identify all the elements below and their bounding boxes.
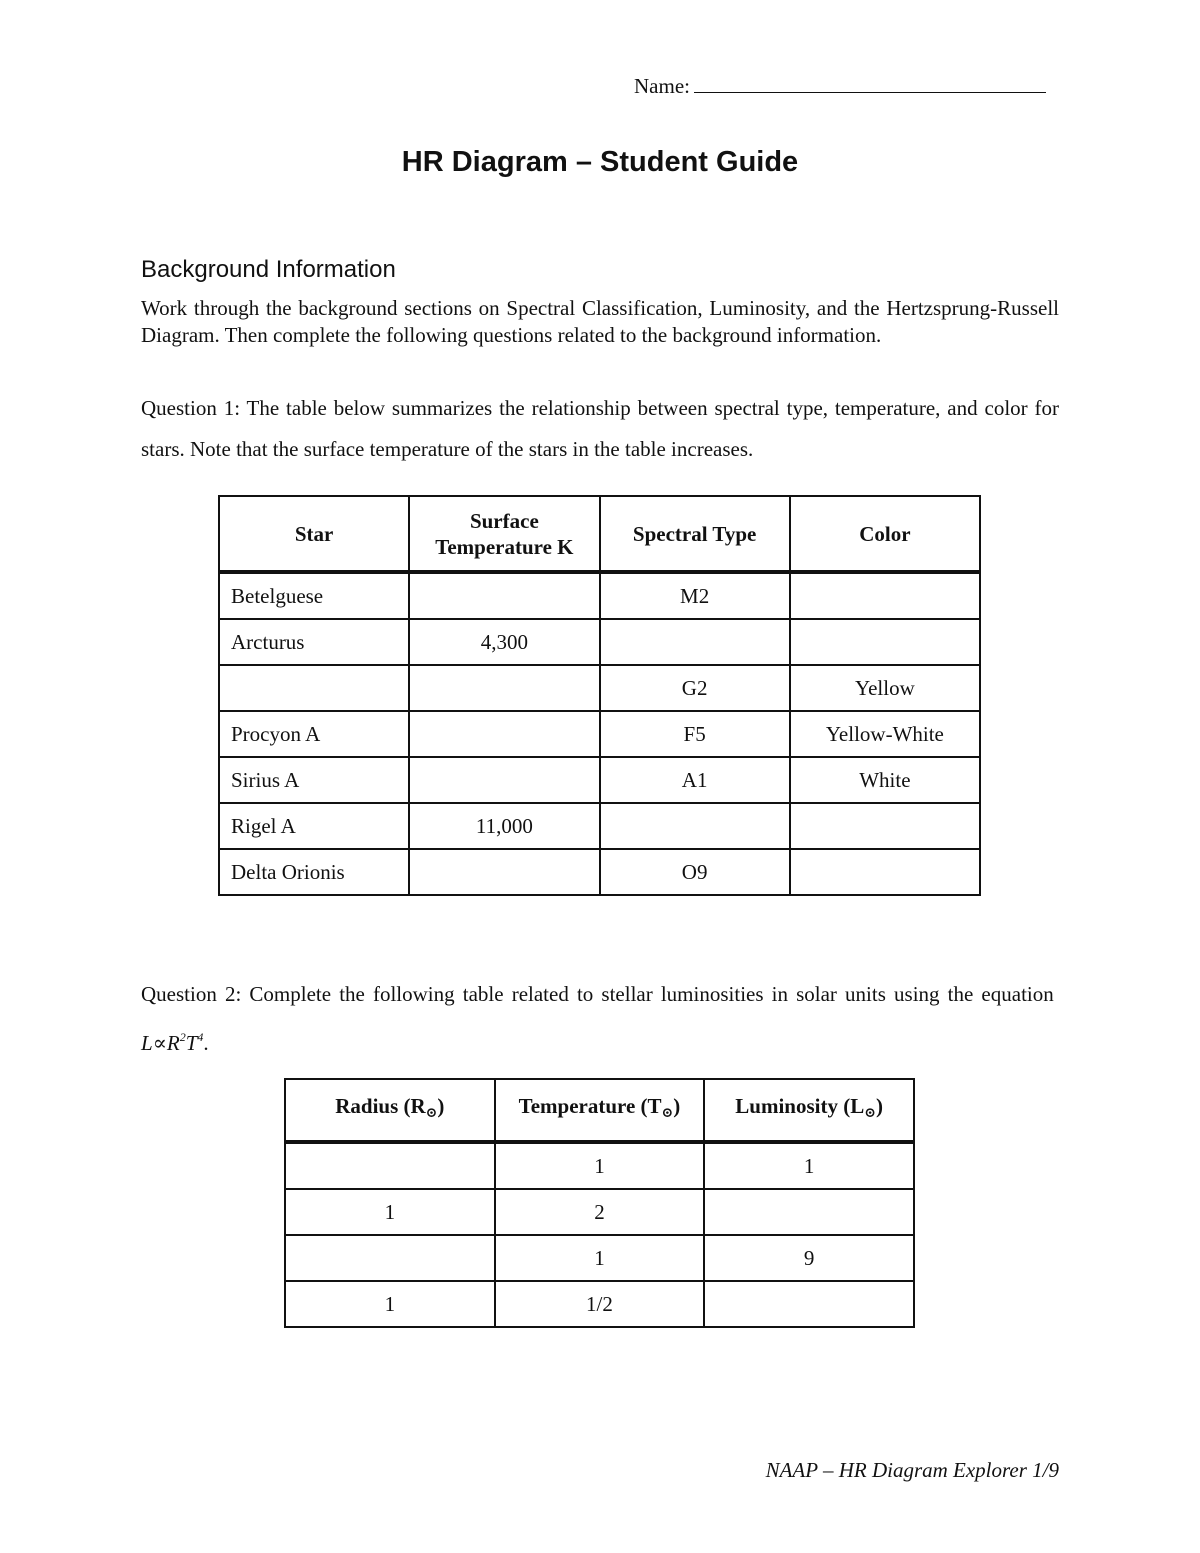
page-footer: NAAP – HR Diagram Explorer 1/9 (765, 1458, 1059, 1482)
header-surface-temperature: Surface Temperature K (409, 496, 599, 572)
cell-temperature: 11,000 (409, 803, 599, 849)
cell-color[interactable] (790, 803, 980, 849)
cell-star[interactable] (219, 665, 409, 711)
cell-spectral-type: M2 (600, 572, 790, 619)
cell-star: Delta Orionis (219, 849, 409, 895)
table-header-row (285, 1079, 914, 1142)
table-header-row (219, 496, 980, 572)
header-star: Star (219, 496, 409, 572)
name-blank-line[interactable] (694, 72, 1046, 93)
cell-temperature: 1/2 (495, 1281, 705, 1327)
cell-radius[interactable] (285, 1142, 495, 1189)
cell-temperature: 1 (495, 1235, 705, 1281)
table-row (219, 711, 980, 757)
header-radius: Radius (R⊙) (285, 1079, 495, 1142)
cell-temperature: 1 (495, 1142, 705, 1189)
name-field (634, 72, 1046, 99)
table-row (219, 665, 980, 711)
table-row (285, 1142, 914, 1189)
cell-luminosity[interactable] (704, 1281, 914, 1327)
cell-star: Rigel A (219, 803, 409, 849)
sun-symbol-icon: ⊙ (425, 1106, 438, 1121)
cell-color[interactable] (790, 849, 980, 895)
cell-temperature[interactable] (409, 665, 599, 711)
cell-spectral-type: G2 (600, 665, 790, 711)
cell-temperature: 2 (495, 1189, 705, 1235)
cell-temperature[interactable] (409, 572, 599, 619)
luminosity-table (284, 1078, 915, 1328)
question-1-text: Question 1: The table below summarizes the relationship between spectral type, temperature, and color for stars. Note that the surface temperature of the stars in the table increases. (141, 396, 1059, 461)
table-row (285, 1235, 914, 1281)
cell-spectral-type[interactable] (600, 619, 790, 665)
cell-luminosity: 9 (704, 1235, 914, 1281)
background-paragraph: Work through the background sections on Spectral Classification, Luminosity, and the Hertzsprung-Russell Diagram. Then complete the following questions related to the background information. (141, 296, 1059, 347)
question-2-label: Question 2: Complete the following table related to stellar luminosities in solar units using the equation (141, 982, 1054, 1006)
cell-radius[interactable] (285, 1235, 495, 1281)
cell-temperature[interactable] (409, 711, 599, 757)
cell-color: Yellow (790, 665, 980, 711)
name-label: Name: (634, 74, 690, 98)
cell-luminosity: 1 (704, 1142, 914, 1189)
cell-star: Sirius A (219, 757, 409, 803)
cell-temperature[interactable] (409, 849, 599, 895)
cell-spectral-type[interactable] (600, 803, 790, 849)
header-color: Color (790, 496, 980, 572)
background-heading: Background Information (141, 256, 396, 283)
table-row (285, 1281, 914, 1327)
cell-color[interactable] (790, 572, 980, 619)
cell-temperature[interactable] (409, 757, 599, 803)
cell-star: Betelguese (219, 572, 409, 619)
cell-radius: 1 (285, 1281, 495, 1327)
header-spectral-type: Spectral Type (600, 496, 790, 572)
luminosity-equation: $L\propto R^2T^4$ (141, 1030, 204, 1055)
cell-star: Procyon A (219, 711, 409, 757)
table-row (285, 1189, 914, 1235)
table-row (219, 803, 980, 849)
cell-spectral-type: F5 (600, 711, 790, 757)
cell-temperature: 4,300 (409, 619, 599, 665)
sun-symbol-icon: ⊙ (864, 1106, 876, 1121)
cell-color: Yellow-White (790, 711, 980, 757)
sun-symbol-icon: ⊙ (661, 1106, 674, 1121)
cell-spectral-type: A1 (600, 757, 790, 803)
table-row (219, 757, 980, 803)
cell-radius: 1 (285, 1189, 495, 1235)
header-luminosity: Luminosity (L⊙) (704, 1079, 914, 1142)
cell-spectral-type: O9 (600, 849, 790, 895)
cell-luminosity[interactable] (704, 1189, 914, 1235)
table-row (219, 849, 980, 895)
header-temperature: Temperature (T⊙) (495, 1079, 705, 1142)
spectral-type-table (218, 495, 981, 896)
page-title: HR Diagram – Student Guide (401, 146, 799, 178)
cell-color: White (790, 757, 980, 803)
question-2-text: Question 2: Complete the following table related to stellar luminosities in solar units using the equation $L\propto R^2T^4$. (141, 982, 1054, 1055)
table-row (219, 619, 980, 665)
table-row (219, 572, 980, 619)
cell-color[interactable] (790, 619, 980, 665)
cell-star: Arcturus (219, 619, 409, 665)
